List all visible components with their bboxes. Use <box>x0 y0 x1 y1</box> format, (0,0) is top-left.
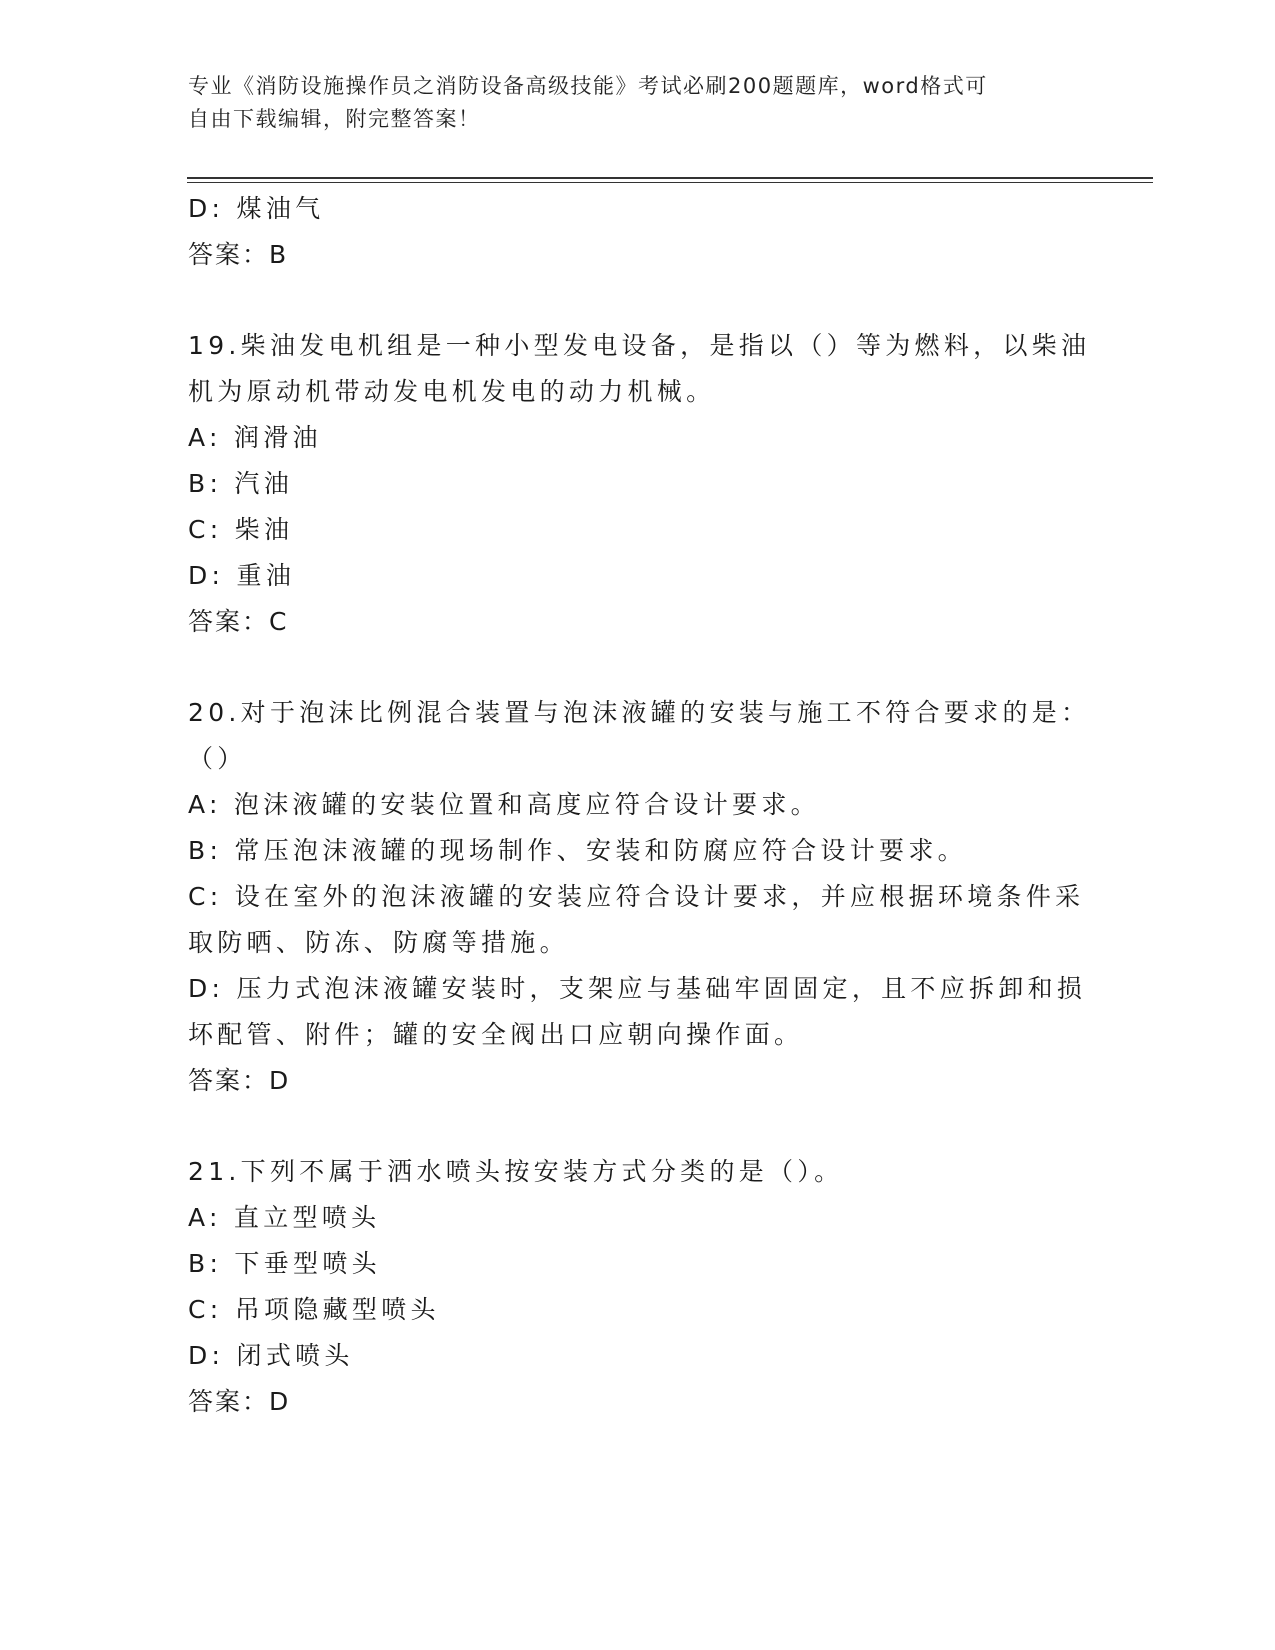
option-d: D: 重油 <box>188 561 296 590</box>
question-block-19 <box>188 323 1091 645</box>
question-block-21 <box>188 1149 1078 1425</box>
option-a: A: 润滑油 <box>188 423 322 452</box>
option-d-continued: 坏配管、附件；罐的安全阀出口应朝向操作面。 <box>188 1020 804 1049</box>
option-d: D: 煤油气 <box>188 194 325 223</box>
question-text-line: 21.下列不属于洒水喷头按安装方式分类的是（）。 <box>188 1157 844 1186</box>
option-d: D: 闭式喷头 <box>188 1341 354 1370</box>
answer-label: 答案：D <box>188 1387 291 1416</box>
option-c-continued: 取防晒、防冻、防腐等措施。 <box>188 928 569 957</box>
question-text-line: 20.对于泡沫比例混合装置与泡沫液罐的安装与施工不符合要求的是： <box>188 698 1091 727</box>
question-content <box>188 186 1091 1425</box>
question-text-line: （） <box>188 744 247 773</box>
option-b: B: 常压泡沫液罐的现场制作、安装和防腐应符合设计要求。 <box>188 836 967 865</box>
answer-label: 答案：C <box>188 607 289 636</box>
question-block-20 <box>188 690 1091 1104</box>
question-text-line: 机为原动机带动发电机发电的动力机械。 <box>188 377 716 406</box>
option-b: B: 汽油 <box>188 469 294 498</box>
answer-label: 答案：D <box>188 1066 291 1095</box>
question-block-18-tail <box>188 186 1078 278</box>
option-c: C: 设在室外的泡沫液罐的安装应符合设计要求，并应根据环境条件采 <box>188 882 1085 911</box>
option-c: C: 吊项隐藏型喷头 <box>188 1295 440 1324</box>
page-header <box>188 70 1088 136</box>
option-c: C: 柴油 <box>188 515 294 544</box>
header-line-2: 自由下载编辑，附完整答案！ <box>188 107 481 131</box>
header-divider-thin <box>187 182 1153 183</box>
answer-label: 答案：B <box>188 240 289 269</box>
header-line-1: 专业《消防设施操作员之消防设备高级技能》考试必刷200题题库，word格式可 <box>188 74 988 98</box>
option-a: A: 泡沫液罐的安装位置和高度应符合设计要求。 <box>188 790 820 819</box>
option-b: B: 下垂型喷头 <box>188 1249 381 1278</box>
question-text-line: 19.柴油发电机组是一种小型发电设备，是指以（）等为燃料，以柴油 <box>188 331 1091 360</box>
header-divider-thick <box>187 177 1153 179</box>
option-a: A: 直立型喷头 <box>188 1203 381 1232</box>
option-d: D: 压力式泡沫液罐安装时，支架应与基础牢固固定，且不应拆卸和损 <box>188 974 1087 1003</box>
